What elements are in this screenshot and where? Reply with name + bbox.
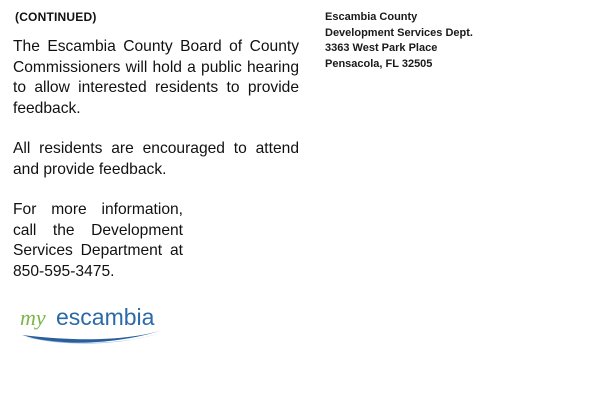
myescambia-logo [18, 299, 184, 351]
notice-paragraph-attend: All residents are encouraged to attend and provide feedback. [13, 140, 299, 178]
logo-prefix-text: my [20, 305, 46, 330]
logo-name-text: escambia [56, 304, 155, 330]
notice-paragraph-hearing: The Escambia County Board of County Commissioners will hold a public hearing to allow interested residents to provide feedback. [13, 38, 299, 117]
address-line-city: Pensacola, FL 32505 [325, 57, 433, 70]
return-address [325, 10, 473, 72]
continued-label: (CONTINUED) [15, 10, 97, 24]
notice-body [13, 37, 299, 282]
notice-paragraph-contact: For more information, call the Development Services Department at 850-595-3475. [13, 201, 183, 280]
logo-swoosh-dark [22, 329, 166, 343]
address-line-organization: Escambia County [325, 11, 418, 23]
address-line-street: 3363 West Park Place [325, 42, 438, 54]
address-line-department: Development Services Dept. [325, 26, 473, 39]
